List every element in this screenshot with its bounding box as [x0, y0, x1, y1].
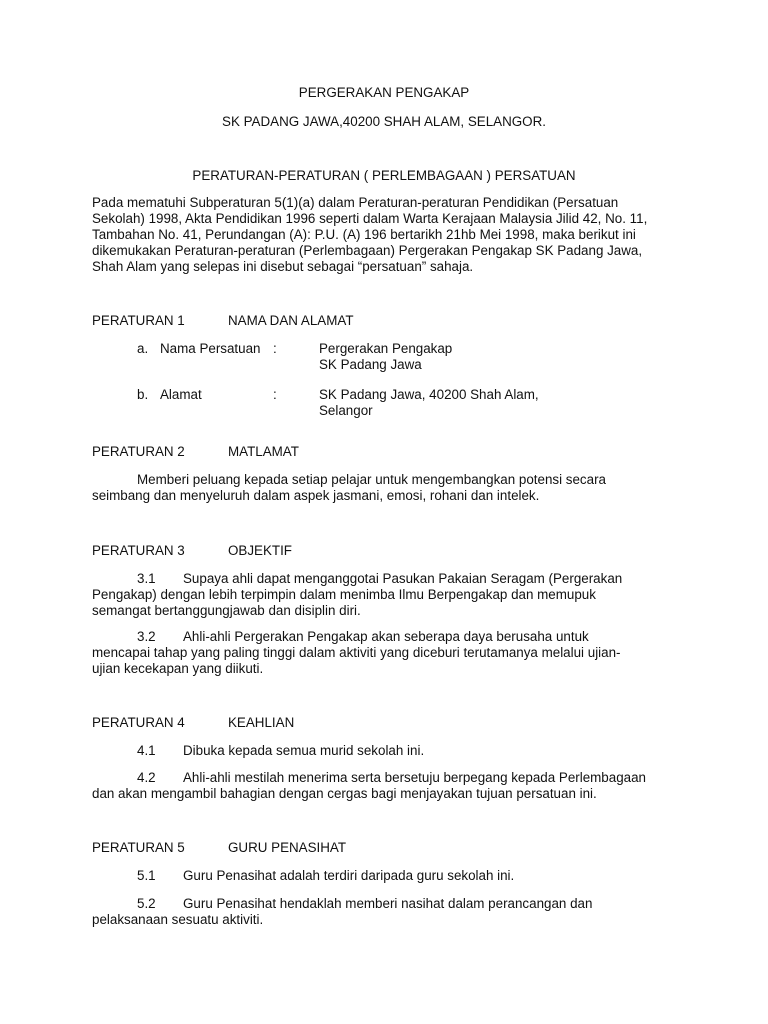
rule-1-number: PERATURAN 1 [92, 313, 185, 328]
rule-3-2-line2: mencapai tahap yang paling tinggi dalam aktiviti yang diceburi terutamanya melalui ujian- [92, 645, 621, 660]
rule-3-2-line3: ujian kecekapan yang diikuti. [92, 661, 264, 676]
rule-3-1-line3: semangat bertanggungjawab dan disiplin diri. [92, 603, 361, 618]
rule-5-2-line1: Guru Penasihat hendaklah memberi nasihat dalam perancangan dan [183, 896, 593, 911]
intro-paragraph: Pada mematuhi Subperaturan 5(1)(a) dalam Peraturan-peraturan Pendidikan (Persatuan Sekolah) 1998, Akta Pendidikan 1996 seperti dalam Warta Kerajaan Malaysia Jilid 42, No. 11, Tambahan No. 41, Perundangan (A): P.U. (A) 196 bertarikh 21hb Mei 1998, maka berikut ini dikemukakan Peraturan-peraturan (Perlembagaan) Pergerakan Pengakap SK Padang Jawa, Shah Alam yang selepas ini disebut sebagai “persatuan” sahaja. [92, 195, 648, 274]
rule-4-1-number: 4.1 [137, 743, 156, 758]
rule-2-text-line2: seimbang dan menyeluruh dalam aspek jasmani, emosi, rohani dan intelek. [92, 488, 540, 503]
rule-1-item-b-label: Alamat [160, 387, 202, 402]
rule-1-item-a-label: Nama Persatuan [160, 341, 261, 356]
rule-5-title: GURU PENASIHAT [228, 840, 347, 855]
rule-3-1-number: 3.1 [137, 571, 156, 586]
rule-4-1-line1: Dibuka kepada semua murid sekolah ini. [183, 743, 425, 758]
rule-4-number: PERATURAN 4 [92, 715, 185, 730]
rule-2-title: MATLAMAT [228, 444, 299, 459]
rule-1-title: NAMA DAN ALAMAT [228, 313, 354, 328]
rule-5-2-number: 5.2 [137, 896, 156, 911]
rule-4-2-line1: Ahli-ahli mestilah menerima serta bersetuju berpegang kepada Perlembagaan [183, 770, 646, 785]
rule-1-item-a-value-line2: SK Padang Jawa [319, 357, 422, 372]
rule-5-2-line2: pelaksanaan sesuatu aktiviti. [92, 912, 264, 927]
rule-5-1-line1: Guru Penasihat adalah terdiri daripada guru sekolah ini. [183, 868, 515, 883]
rule-1-item-b-colon: : [273, 387, 277, 402]
rule-3-title: OBJEKTIF [228, 543, 292, 558]
rule-5-number: PERATURAN 5 [92, 840, 185, 855]
rule-1-item-a-colon: : [273, 341, 277, 356]
rule-4-2-line2: dan akan mengambil bahagian dengan cergas bagi menjayakan tujuan persatuan ini. [92, 786, 597, 801]
school-address: SK PADANG JAWA,40200 SHAH ALAM, SELANGOR. [222, 114, 546, 129]
rule-2-text-line1: Memberi peluang kepada setiap pelajar untuk mengembangkan potensi secara [137, 472, 606, 487]
org-title: PERGERAKAN PENGAKAP [298, 85, 470, 100]
rule-1-item-a-letter: a. [137, 341, 149, 356]
rule-3-1-line1: Supaya ahli dapat menganggotai Pasukan Pakaian Seragam (Pergerakan [183, 571, 623, 586]
rule-1-item-b-letter: b. [137, 387, 149, 402]
rule-5-1-number: 5.1 [137, 868, 156, 883]
rule-2-number: PERATURAN 2 [92, 444, 185, 459]
rule-1-item-b-value-line1: SK Padang Jawa, 40200 Shah Alam, [319, 387, 539, 402]
rule-4-2-number: 4.2 [137, 770, 156, 785]
rule-3-number: PERATURAN 3 [92, 543, 185, 558]
rule-3-2-number: 3.2 [137, 629, 156, 644]
rule-1-item-b-value-line2: Selangor [319, 403, 373, 418]
rule-3-2-line1: Ahli-ahli Pergerakan Pengakap akan seberapa daya berusaha untuk [183, 629, 589, 644]
rule-3-1-line2: Pengakap) dengan lebih terpimpin dalam menimba Ilmu Berpengakap dan memupuk [92, 587, 596, 602]
document-title: PERATURAN-PERATURAN ( PERLEMBAGAAN ) PERSATUAN [192, 168, 576, 183]
rule-4-title: KEAHLIAN [228, 715, 295, 730]
rule-1-item-a-value-line1: Pergerakan Pengakap [319, 341, 453, 356]
